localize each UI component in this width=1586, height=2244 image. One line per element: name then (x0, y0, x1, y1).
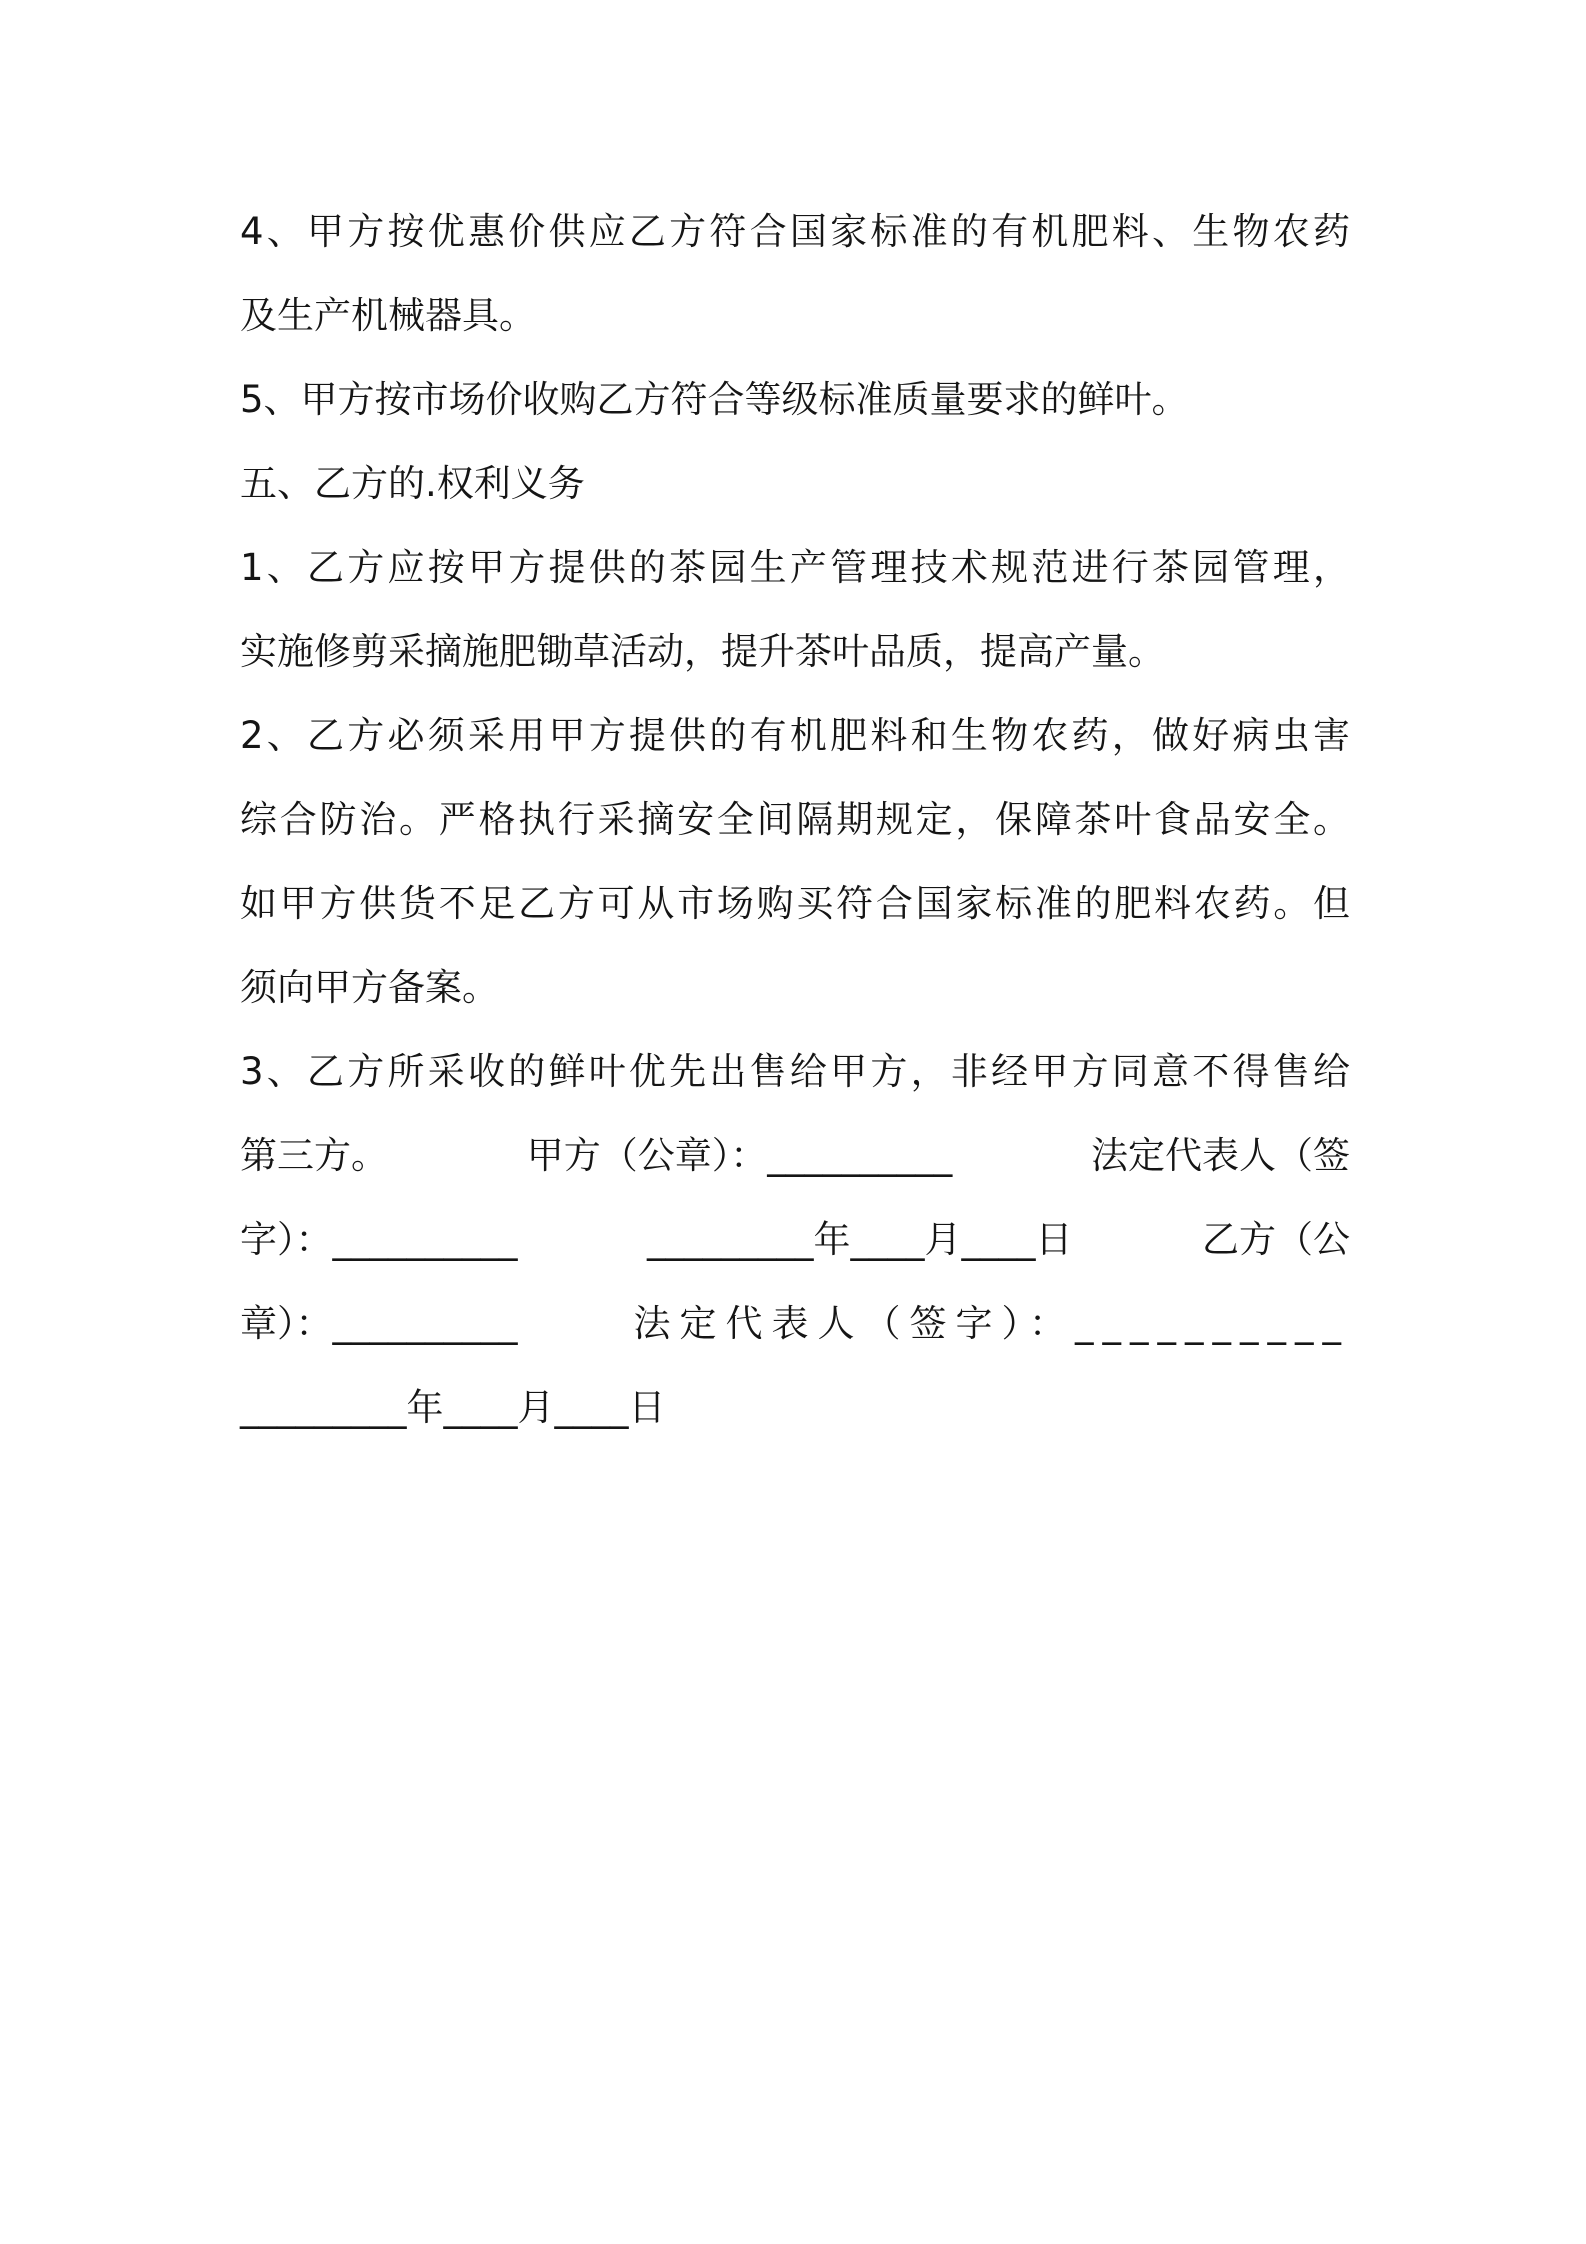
party-b-seal-field: 章）：__________ (240, 1302, 518, 1345)
paragraph-line: 综合防治。严格执行采摘安全间隔期规定，保障茶叶食品安全。 (240, 798, 1350, 841)
paragraph-line: 如甲方供货不足乙方可从市场购买符合国家标准的肥料农药。但 (240, 882, 1350, 925)
paragraph-item-5 (240, 358, 1350, 442)
section-heading (240, 442, 1350, 526)
paragraph-line: 5、甲方按市场价收购乙方符合等级标准质量要求的鲜叶。 (240, 378, 1189, 421)
document-body (240, 190, 1350, 1450)
paragraph-line: 及生产机械器具。 (240, 294, 536, 337)
signature-text: 第三方。 (240, 1134, 388, 1177)
party-a-seal-field: 甲方（公章）：__________ (526, 1134, 953, 1177)
paragraph-line: 实施修剪采摘施肥锄草活动，提升茶叶品质，提高产量。 (240, 630, 1165, 673)
paragraph-item-2 (240, 694, 1350, 1030)
signature-line-1 (240, 1114, 1350, 1198)
party-a-representative-field: 字）：__________ (240, 1218, 518, 1261)
signature-text: 乙方（公 (1202, 1218, 1350, 1261)
paragraph-line: 4、甲方按优惠价供应乙方符合国家标准的有机肥料、生物农药 (240, 210, 1350, 253)
signature-block (240, 1114, 1350, 1450)
paragraph-line: 1、乙方应按甲方提供的茶园生产管理技术规范进行茶园管理， (240, 546, 1350, 589)
paragraph-line: 3、乙方所采收的鲜叶优先出售给甲方，非经甲方同意不得售给 (240, 1050, 1350, 1093)
paragraph-line: 2、乙方必须采用甲方提供的有机肥料和生物农药，做好病虫害 (240, 714, 1350, 757)
paragraph-item-3 (240, 1030, 1350, 1114)
party-a-date-field: _________年____月____日 (647, 1218, 1073, 1261)
signature-line-2 (240, 1198, 1350, 1282)
section-heading-text: 五、乙方的.权利义务 (240, 462, 585, 505)
paragraph-item-4 (240, 190, 1350, 358)
signature-text: 法定代表人（签 (1091, 1134, 1350, 1177)
party-b-representative-field: 法定代表人（签字）：__________ (633, 1302, 1350, 1345)
party-b-date-field: _________年____月____日 (240, 1386, 666, 1429)
paragraph-item-1 (240, 526, 1350, 694)
paragraph-line: 须向甲方备案。 (240, 966, 499, 1009)
signature-line-3 (240, 1282, 1350, 1366)
